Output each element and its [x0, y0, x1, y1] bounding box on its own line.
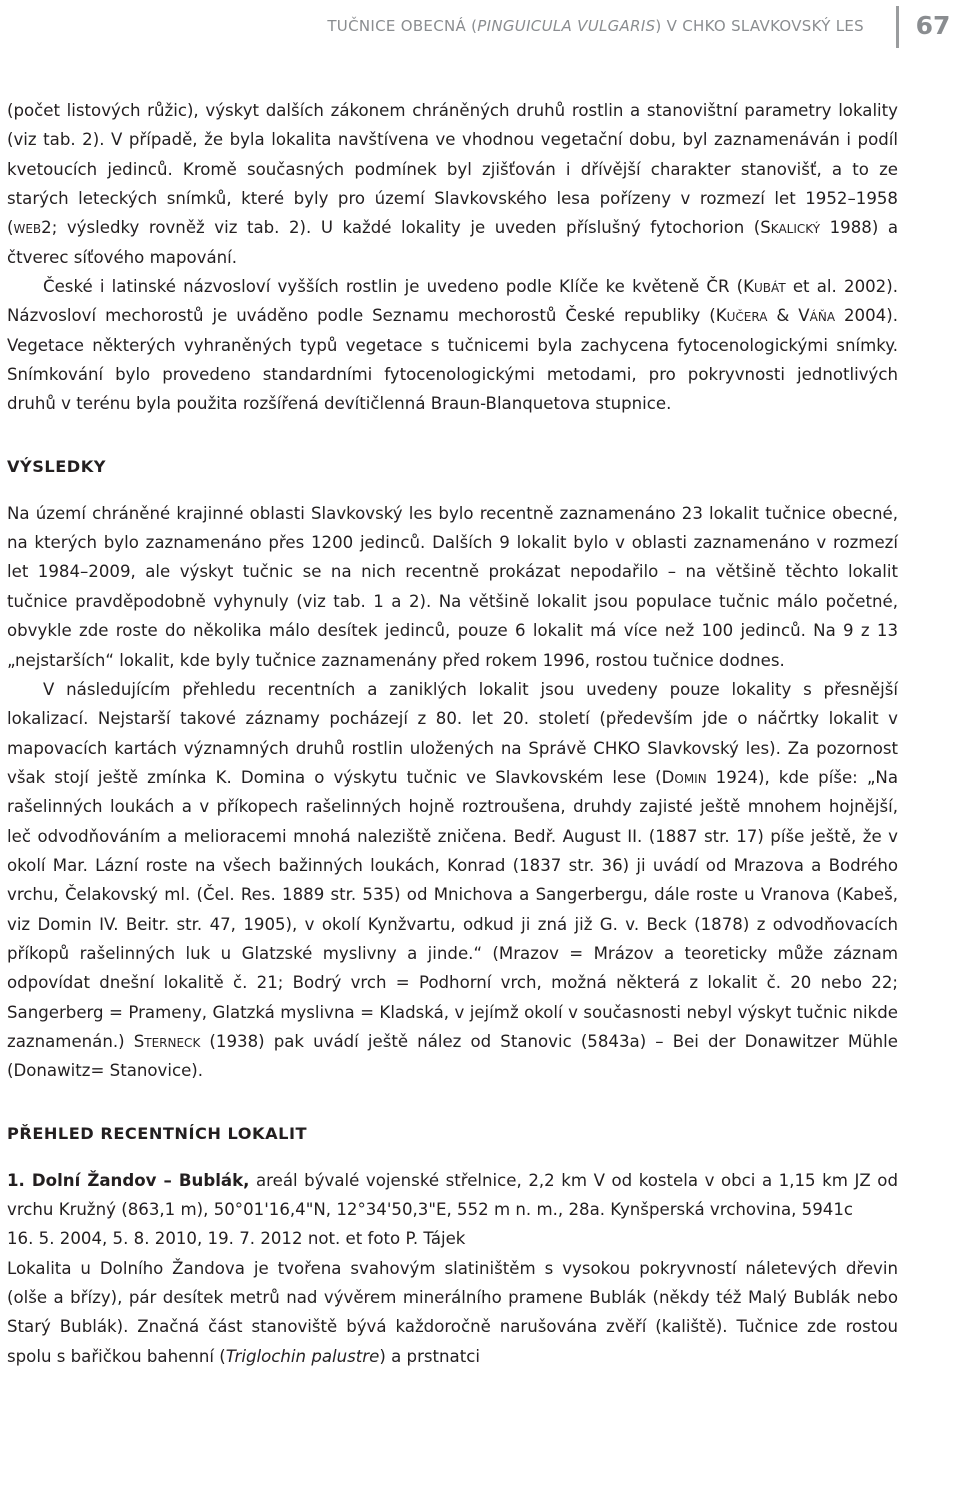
- section-heading-results: VÝSLEDKY: [7, 456, 106, 476]
- running-head-text-end: ) V CHKO SLAVKOVSKÝ LES: [655, 17, 864, 35]
- header-divider: [896, 6, 899, 48]
- text-run: (počet listových růžic), výskyt dalších zákonem chráněných druhů rostlin a stanovištní parametry lokality (viz tab. 2). V případě, že byla lokalita navštívena ve vhodnou vegetační dobu, byl zaznamenáván i podíl kvetoucích jedinců. Kromě současných podmínek byl zjišťován i dřívější charakter stanovišť, a to ze starých leteckých snímků, které byly pro území Slavkovského lesa pořízeny v rozmezí let 1952–1958 (: [7, 101, 898, 238]
- methods-nomenclature-paragraph: [7, 272, 898, 419]
- results-paragraph: Na území chráněné krajinné oblasti Slavkovský les bylo recentně zaznamenáno 23 lokalit tučnice obecné, na kterých bylo zaznamenáno přes 1200 jedinců. Dalších 9 lokalit bylo v oblasti zaznamenáno v rozmezí let 1984–2009, ale výskyt tučnic se na nich recentně prokázat nepodařilo – na většině těchto lokalit tučnice pravděpodobně vyhynuly (viz tab. 1 a 2). Na většině lokalit jsou populace tučnic málo početné, obvykle zde roste do několika málo desítek jedinců, pouze 6 lokalit má více než 100 jedinců. Na 9 z 13 „nejstarších“ lokalit, kde byly tučnice zaznamenány před rokem 1996, rostou tučnice dodnes.: [7, 503, 898, 670]
- locality-entry: [7, 1166, 898, 1225]
- text-run: (1938) pak uvádí ještě nález od Stanovic (5843a) – Bei der Donawitzer Mühle (Donawitz= Stanovice).: [7, 1031, 898, 1081]
- spacer: [7, 1086, 898, 1122]
- locality-dates: 16. 5. 2004, 5. 8. 2010, 19. 7. 2012 not. et foto P. Tájek: [7, 1229, 466, 1249]
- running-head-latin-name: PINGUICULA VULGARIS: [477, 17, 656, 35]
- text-run: České i latinské názvosloví vyšších rostlin je uvedeno podle Klíče ke květeně ČR (: [43, 277, 744, 297]
- text-run: V následujícím přehledu recentních a zaniklých lokalit jsou uvedeny pouze lokality s přesnější lokalizací. Nejstarší takové záznamy pocházejí z 80. let 20. století (především jde o náčrtky lokalit v mapovacích kartách významných druhů rostlin uložených na Správě CHKO Slavkovský les). Za pozornost však stojí ještě zmínka K. Domina o výskytu tučnic ve Slavkovském lese (: [7, 679, 898, 787]
- section-heading-overview: PŘEHLED RECENTNÍCH LOKALIT: [7, 1123, 308, 1143]
- text-run: &: [767, 306, 799, 326]
- citation-author: Kučera: [715, 306, 768, 326]
- text-run: et al. 2002). Názvosloví mechorostů je uváděno podle Seznamu mechorostů České republiky (: [7, 277, 898, 326]
- spacer: [7, 419, 898, 455]
- latin-species-name: Triglochin palustre: [225, 1346, 380, 1366]
- citation-author: Sterneck: [133, 1031, 201, 1051]
- page-body: [7, 96, 898, 1371]
- spacer: [7, 1146, 898, 1166]
- text-run: Lokalita u Dolního Žandova je tvořena svahovým slatiništěm s vysokou pokryvností náletevých dřevin (olše a břízy), pár desítek metrů nad vývěrem minerálního pramene Bublák (někdy též Malý Bublák nebo Starý Bublák). Značná část stanoviště bývá každoročně narušována zvěří (kaliště). Tučnice zde rostou spolu s bařičkou bahenní (: [7, 1258, 898, 1366]
- spacer: [7, 479, 898, 499]
- citation-author: Domin: [661, 767, 707, 787]
- page-number: 67: [915, 11, 951, 40]
- text-run: 2004). Vegetace některých vyhraněných typů vegetace s tučnicemi byla zachycena fytocenologickými snímky. Snímkování bylo provedeno standardními fytocenologickými metodami, pro pokryvnosti jednotlivých druhů v terénu byla použita rozšířená devítičlenná Braun-Blanquetova stupnice.: [7, 306, 898, 414]
- running-head-text: TUČNICE OBECNÁ (: [327, 17, 478, 35]
- citation-author: Váňa: [798, 306, 836, 326]
- locality-description: [7, 1254, 898, 1371]
- methods-paragraph-continued: [7, 96, 898, 272]
- locality-details: areál bývalé vojenské střelnice, 2,2 km V od kostela v obci a 1,15 km JZ od vrchu Kružný (863,1 m), 50°01'16,4"N, 12°34'50,3"E, 552 m n. m., 28a. Kynšperská vrchovina, 5941c: [7, 1170, 898, 1219]
- citation-web: web: [13, 218, 42, 238]
- text-run: 1924), kde píše: „Na rašelinných loukách a v příkopech rašelinných hojně roztroušena, druhdy zajisté ještě mnohem hojnější, leč odvodňováním a melioracemi mnohá naleziště zničena. Bedř. August II. (1887 str. 17) píše ještě, že v okolí Mar. Lázní roste na všech bažinných loukách, Konrad (1837 str. 36) ji uvádí od Mrazova a Bodrého vrchu, Čelakovský ml. (Čel. Res. 1889 str. 535) od Mnichova a Sangerbergu, dále roste u Vranova (Kabeš, viz Domin IV. Beitr. str. 47, 1905), v okolí Kynžvartu, odkud ji zná již G. v. Beck (1878) z odvodňovacích příkopů rašelinných luk u Glatzské myslivny a jinde.“ (Mrazov = Mrázov a teoreticky může záznam odpovídat dnešní lokalitě č. 21; Bodrý vrch = Podhorní vrch, možná některá z lokalit č. 20 nebo 22; Sangerberg = Prameny, Glatzká myslivna = Kladská, v jejímž okolí v současnosti nebyl výskyt tučnic nikde zaznamenán.): [7, 767, 898, 1051]
- text-run: ) a prstnatci: [379, 1346, 480, 1366]
- results-historical-paragraph: [7, 675, 898, 1086]
- text-run: 1988) a čtverec síťového mapování.: [7, 218, 899, 267]
- locality-name: 1. Dolní Žandov – Bublák,: [7, 1170, 250, 1190]
- text-run: 2; výsledky rovněž viz tab. 2). U každé lokality je uveden příslušný fytochorion (: [41, 218, 761, 238]
- citation-author: Skalický: [760, 218, 821, 238]
- running-head: [104, 14, 864, 38]
- citation-author: Kubát: [743, 277, 786, 297]
